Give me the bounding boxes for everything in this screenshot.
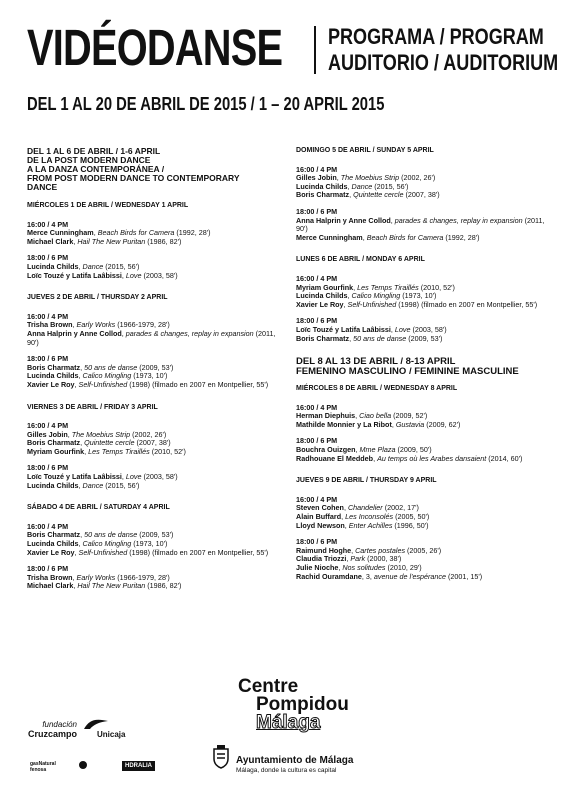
entry-artist: Loïc Touzé y Latifa Laâbissi <box>27 270 122 280</box>
entry-info: (1998) (filmado en 2007 en Montpellier, 55') <box>127 379 269 389</box>
entry-separator: , <box>78 539 83 549</box>
entry-artist: Anna Halprin y Anne Collod <box>296 215 391 225</box>
program-entry <box>27 482 277 491</box>
entry-info: (1998) (filmado en 2007 en Montpellier, 55') <box>396 299 538 309</box>
entry-work: parades & changes, replay in expansion <box>125 328 254 338</box>
slot-time: 16:00 / 4 PM <box>27 421 69 431</box>
entry-artist: Michael Clark <box>27 236 74 246</box>
program-entry <box>27 330 277 347</box>
time-slot <box>27 422 277 456</box>
entry-info: (2011, 90') <box>27 328 276 347</box>
entry-info: (2005, 50') <box>393 512 430 522</box>
entry-separator: , <box>344 520 349 530</box>
time-slot <box>27 565 277 591</box>
entry-separator: , <box>72 320 77 330</box>
program-entry <box>296 573 546 582</box>
entry-artist: Xavier Le Roy <box>27 379 75 389</box>
entry-separator: , <box>84 446 89 456</box>
time-slot <box>27 221 277 247</box>
entry-info: (2009, 53') <box>137 362 174 372</box>
entry-work: 50 ans de danse <box>353 333 407 343</box>
entry-info: (2010, 29') <box>385 563 422 572</box>
program-entry <box>296 421 546 430</box>
fundacion-icon <box>78 760 88 772</box>
entry-work: The Moebius Strip <box>340 173 400 183</box>
entry-separator: , <box>390 215 395 225</box>
entry-separator: , <box>362 232 367 242</box>
time-slot <box>296 437 546 463</box>
entry-info: (2003, 58') <box>141 270 178 280</box>
entry-info: (1966-1979, 28') <box>115 572 170 582</box>
day-block <box>296 147 546 242</box>
entry-artist: Lucinda Childs <box>296 181 348 191</box>
entry-work: Cartes postales <box>355 545 406 555</box>
entry-separator: , <box>80 438 85 448</box>
entry-info: (1973, 10') <box>400 291 437 301</box>
section-title-line: DE LA POST MODERN DANCE <box>27 155 151 165</box>
time-slot <box>296 208 546 242</box>
entry-info: (2009, 53') <box>137 530 174 540</box>
program-entry <box>296 234 546 243</box>
entry-info: (2000, 38') <box>365 554 402 564</box>
slot-time: 16:00 / 4 PM <box>296 164 338 174</box>
pompidou-line-3: Málaga <box>256 712 321 733</box>
entry-work: Early Works <box>76 320 116 330</box>
day-heading: LUNES 6 DE ABRIL / MONDAY 6 APRIL <box>296 256 425 264</box>
program-right-column <box>296 147 546 595</box>
fundacion-line-1: fundación <box>42 720 78 729</box>
entry-separator: , <box>349 190 354 200</box>
entry-work: Dance <box>82 480 104 490</box>
entry-work: Ciao bella <box>359 411 392 421</box>
program-entry <box>27 381 277 390</box>
entry-artist: Myriam Gourfink <box>296 282 354 292</box>
entry-work: 50 ans de danse <box>84 530 138 540</box>
entry-artist: Boris Charmatz <box>296 190 350 200</box>
slot-time: 16:00 / 4 PM <box>296 273 338 283</box>
heraldo-logo: HDRALIA <box>122 761 155 771</box>
entry-artist: Boris Charmatz <box>27 362 81 372</box>
header-divider <box>314 26 316 74</box>
entry-work: Gustavia <box>395 419 425 429</box>
time-slot <box>296 317 546 343</box>
entry-work: Les Temps Tiraillés <box>357 282 419 292</box>
entry-artist: Gilles Jobin <box>296 173 337 183</box>
entry-work: Calico Mingling <box>82 539 132 549</box>
time-slot <box>27 355 277 389</box>
entry-work: Nos solitudes <box>342 563 386 572</box>
entry-artist: Alain Buffard <box>296 512 342 522</box>
entry-info: (1992, 28') <box>443 232 480 242</box>
entry-separator: , <box>121 328 126 338</box>
day-heading: JUEVES 9 DE ABRIL / THURSDAY 9 APRIL <box>296 477 437 485</box>
slot-time: 16:00 / 4 PM <box>27 219 69 229</box>
entry-work: Self-Unfinished <box>78 547 128 557</box>
entry-separator: , <box>351 545 356 555</box>
section-title-line: DEL 8 AL 13 DE ABRIL / 8-13 APRIL <box>296 356 456 368</box>
entry-info: (1998) (filmado en 2007 en Montpellier, 55') <box>127 547 269 557</box>
entry-separator: , <box>391 419 396 429</box>
entry-artist: Gilles Jobin <box>27 429 68 439</box>
entry-info: (2001, 15') <box>446 571 483 581</box>
entry-work: Park <box>350 554 366 564</box>
entry-separator: , <box>355 445 360 455</box>
entry-separator: , <box>390 324 395 334</box>
entry-work: Beach Birds for Camera <box>97 228 175 238</box>
entry-artist: Claudia Triozzi <box>296 554 347 564</box>
day-heading: MIÉRCOLES 1 DE ABRIL / WEDNESDAY 1 APRIL <box>27 202 189 209</box>
section-title-line: DEL 1 AL 6 DE ABRIL / 1-6 APRIL <box>27 146 161 156</box>
entry-separator: , <box>343 299 348 309</box>
unicaja-label: Unicaja <box>97 730 126 739</box>
entry-work: Au temps où les Arabes dansaient <box>377 453 487 463</box>
entry-artist: Boris Charmatz <box>27 438 81 448</box>
entry-separator: , <box>78 480 83 490</box>
section-title-line: FEMENINO MASCULINO / FEMININE MASCULINE <box>296 366 519 378</box>
entry-artist: Radhouane El Meddeb <box>296 453 374 463</box>
slot-time: 16:00 / 4 PM <box>27 311 69 321</box>
time-slot <box>27 254 277 280</box>
fundacion-cruzcampo-logo <box>28 720 77 739</box>
entry-separator: , <box>121 472 126 482</box>
gasnatural-logo: gasNatural fenosa <box>30 761 56 773</box>
slot-time: 18:00 / 6 PM <box>296 206 338 216</box>
entry-artist: Anna Halprin y Anne Collod <box>27 328 122 338</box>
entry-artist: Mathilde Monnier y La Ribot <box>296 419 392 429</box>
entry-info: (2007, 38') <box>403 190 440 200</box>
slot-time: 16:00 / 4 PM <box>296 402 338 412</box>
slot-time: 18:00 / 6 PM <box>27 253 69 263</box>
program-entry <box>296 455 546 464</box>
entry-artist: Michael Clark <box>27 581 74 591</box>
entry-work: The Moebius Strip <box>71 429 131 439</box>
program-entry <box>296 335 546 344</box>
entry-work: Early Works <box>76 572 116 582</box>
entry-info: (2005, 26') <box>405 545 442 555</box>
slot-time: 18:00 / 6 PM <box>296 537 338 547</box>
entry-separator: , <box>341 512 346 522</box>
entry-info: (2002, 26') <box>399 173 436 183</box>
entry-separator: , <box>349 333 354 343</box>
subtitle-line-2: AUDITORIO / AUDITORIUM <box>328 50 559 75</box>
entry-info: (2010, 52') <box>418 282 455 292</box>
entry-artist: Herman Diephuis <box>296 411 356 421</box>
program-left-column <box>27 147 277 605</box>
entry-artist: Lucinda Childs <box>296 291 348 301</box>
ayuntamiento-shield-icon <box>212 745 230 769</box>
entry-info: (2015, 56') <box>103 480 140 490</box>
section-title-line: A LA DANZA CONTEMPORÁNEA / <box>27 164 165 174</box>
entry-info: (1973, 10') <box>131 371 168 381</box>
header-subtitle <box>328 24 558 76</box>
day-block <box>27 404 277 491</box>
unicaja-bird-icon <box>83 718 109 730</box>
entry-info: (2011, 90') <box>296 215 545 234</box>
entry-info: (2015, 56') <box>103 261 140 271</box>
entry-separator: , <box>121 270 126 280</box>
entry-info: (2015, 56') <box>372 181 409 191</box>
entry-artist: Steven Cohen <box>296 503 344 513</box>
date-range: DEL 1 AL 20 DE ABRIL DE 2015 / 1 – 20 APRIL 2015 <box>27 94 385 114</box>
entry-separator: , <box>346 554 351 564</box>
section-title <box>296 357 546 377</box>
entry-work: Love <box>125 472 142 482</box>
entry-work: Calico Mingling <box>82 371 132 381</box>
entry-work: Hail The New Puritan <box>77 236 146 246</box>
time-slot <box>27 313 277 347</box>
program-entry <box>296 301 546 310</box>
entry-separator: , <box>343 503 348 513</box>
centre-pompidou-logo <box>238 678 349 732</box>
entry-work: Chandelier <box>347 503 383 513</box>
slot-time: 16:00 / 4 PM <box>296 494 338 504</box>
slot-time: 18:00 / 6 PM <box>27 463 69 473</box>
slot-time: 18:00 / 6 PM <box>296 316 338 326</box>
slot-time: 16:00 / 4 PM <box>27 521 69 531</box>
entry-artist: Xavier Le Roy <box>27 547 75 557</box>
program-entry <box>27 582 277 591</box>
entry-artist: Trisha Brown <box>27 320 73 330</box>
entry-artist: Bouchra Ouizgen <box>296 445 356 455</box>
entry-artist: Myriam Gourfink <box>27 446 85 456</box>
time-slot <box>296 404 546 430</box>
entry-separator: , 3, <box>361 571 374 581</box>
unicaja-logo <box>83 718 125 739</box>
entry-artist: Loïc Touzé y Latifa Laâbissi <box>27 472 122 482</box>
entry-info: (2009, 62') <box>424 419 461 429</box>
time-slot <box>27 523 277 557</box>
entry-separator: , <box>73 581 78 591</box>
time-slot <box>296 166 546 200</box>
entry-separator: , <box>74 547 79 557</box>
entry-artist: Boris Charmatz <box>296 333 350 343</box>
time-slot <box>296 275 546 309</box>
entry-info: (1966-1979, 28') <box>115 320 170 330</box>
time-slot <box>27 464 277 490</box>
entry-info: (1973, 10') <box>131 539 168 549</box>
entry-artist: Rachid Ouramdane <box>296 571 362 581</box>
day-heading: DOMINGO 5 DE ABRIL / SUNDAY 5 APRIL <box>296 147 434 154</box>
entry-info: (2002, 26') <box>130 429 167 439</box>
entry-info: (1996, 50') <box>392 520 429 530</box>
entry-work: Self-Unfinished <box>78 379 128 389</box>
entry-separator: , <box>78 261 83 271</box>
entry-separator: , <box>80 362 85 372</box>
program-entry <box>296 522 546 531</box>
day-block <box>27 294 277 389</box>
entry-work: parades & changes, replay in expansion <box>394 215 523 225</box>
entry-info: (2002, 17') <box>382 503 419 513</box>
entry-artist: Boris Charmatz <box>27 530 81 540</box>
entry-info: (2003, 58') <box>410 324 447 334</box>
entry-work: Love <box>394 324 411 334</box>
ayuntamiento-tagline: Málaga, donde la cultura es capital <box>236 767 337 774</box>
entry-separator: , <box>347 291 352 301</box>
entry-artist: Loïc Touzé y Latifa Laâbissi <box>296 324 391 334</box>
entry-work: Les Inconsolés <box>345 512 394 522</box>
slot-time: 18:00 / 6 PM <box>296 436 338 446</box>
program-entry <box>27 549 277 558</box>
entry-separator: , <box>373 453 378 463</box>
entry-artist: Lucinda Childs <box>27 539 79 549</box>
program-entry <box>27 448 277 457</box>
entry-artist: Xavier Le Roy <box>296 299 344 309</box>
entry-work: Dance <box>82 261 104 271</box>
entry-separator: , <box>72 572 77 582</box>
entry-work: avenue de l'espérance <box>373 571 447 581</box>
fundacion-line-2: Cruzcampo <box>28 729 78 739</box>
entry-work: Mme Plaza <box>359 445 396 455</box>
entry-separator: , <box>74 379 79 389</box>
entry-separator: , <box>78 371 83 381</box>
program-entry <box>27 238 277 247</box>
entry-artist: Merce Cunningham <box>27 228 94 238</box>
entry-separator: , <box>80 530 85 540</box>
subtitle-line-1: PROGRAMA / PROGRAM <box>328 24 544 49</box>
entry-info: (2007, 38') <box>134 438 171 448</box>
section-title <box>27 147 277 192</box>
time-slot <box>296 496 546 530</box>
time-slot <box>296 538 546 581</box>
entry-artist: Julie Nioche <box>296 563 339 572</box>
day-block <box>27 202 277 280</box>
entry-separator: , <box>67 429 72 439</box>
day-heading: MIÉRCOLES 8 DE ABRIL / WEDNESDAY 8 APRIL <box>296 385 458 393</box>
slot-time: 18:00 / 6 PM <box>27 354 69 364</box>
entry-work: Dance <box>351 181 373 191</box>
entry-work: Quintette cercle <box>353 190 404 200</box>
entry-artist: Merce Cunningham <box>296 232 363 242</box>
entry-separator: , <box>353 282 358 292</box>
entry-info: (1992, 28') <box>174 228 211 238</box>
entry-work: Beach Birds for Camera <box>366 232 444 242</box>
entry-separator: , <box>338 563 343 572</box>
program-entry <box>296 191 546 200</box>
entry-artist: Trisha Brown <box>27 572 73 582</box>
entry-info: (2009, 53') <box>406 333 443 343</box>
section-title-line: DANCE <box>27 182 58 192</box>
entry-info: (2014, 60') <box>486 453 523 463</box>
entry-separator: , <box>347 181 352 191</box>
day-heading: VIERNES 3 DE ABRIL / FRIDAY 3 APRIL <box>27 403 158 411</box>
pompidou-line-1: Centre <box>238 676 299 697</box>
entry-separator: , <box>73 236 78 246</box>
entry-work: 50 ans de danse <box>84 362 138 372</box>
entry-artist: Raimund Hoghe <box>296 545 352 555</box>
entry-work: Quintette cercle <box>84 438 135 448</box>
entry-info: (2009, 50') <box>395 445 432 455</box>
program-entry <box>296 217 546 234</box>
ayuntamiento-name: Ayuntamiento de Málaga <box>236 755 354 766</box>
day-block <box>27 504 277 591</box>
entry-artist: Lloyd Newson <box>296 520 345 530</box>
entry-work: Les Temps Tiraillés <box>88 446 150 456</box>
header-title: VIDÉODANSE <box>27 19 283 76</box>
entry-separator: , <box>336 173 341 183</box>
entry-info: (2009, 52') <box>391 411 428 421</box>
day-heading: SÁBADO 4 DE ABRIL / SATURDAY 4 APRIL <box>27 504 170 512</box>
entry-work: Enter Achilles <box>348 520 393 530</box>
program-entry <box>27 272 277 281</box>
day-block <box>296 256 546 343</box>
slot-time: 18:00 / 6 PM <box>27 564 69 574</box>
entry-work: Calico Mingling <box>351 291 401 301</box>
entry-info: (2010, 52') <box>149 446 186 456</box>
entry-info: (1986, 82') <box>145 236 182 246</box>
day-block <box>296 385 546 463</box>
section-title-line: FROM POST MODERN DANCE TO CONTEMPORARY <box>27 173 240 183</box>
entry-artist: Lucinda Childs <box>27 261 79 271</box>
day-heading: JUEVES 2 DE ABRIL / THURSDAY 2 APRIL <box>27 294 168 302</box>
entry-artist: Lucinda Childs <box>27 371 79 381</box>
entry-work: Love <box>125 270 142 280</box>
pompidou-line-2: Pompidou <box>256 694 349 715</box>
entry-info: (1986, 82') <box>145 581 182 591</box>
entry-work: Self-Unfinished <box>347 299 397 309</box>
entry-info: (2003, 58') <box>141 472 178 482</box>
entry-separator: , <box>93 228 98 238</box>
entry-separator: , <box>355 411 360 421</box>
entry-work: Hail The New Puritan <box>77 581 146 591</box>
day-block <box>296 477 546 581</box>
entry-artist: Lucinda Childs <box>27 480 79 490</box>
